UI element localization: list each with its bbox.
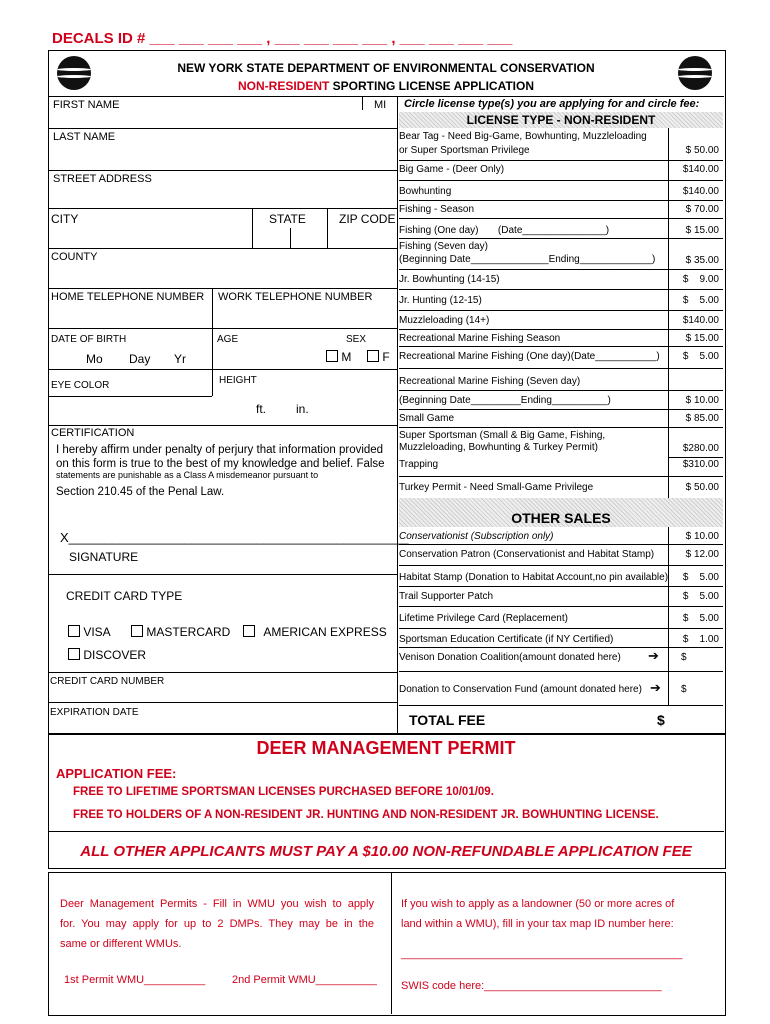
dmp-free-junior: FREE TO HOLDERS OF A NON-RESIDENT JR. HUNTING AND NON-RESIDENT JR. BOWHUNTING LICENSE. <box>73 809 659 821</box>
street-address-label: STREET ADDRESS <box>53 173 152 185</box>
license-row-muzzleloading[interactable]: Muzzleloading (14+) <box>399 315 490 326</box>
license-row-fishing-seven-day[interactable]: Fishing (Seven day) (Beginning Date______________Ending_____________) <box>399 241 656 265</box>
eye-color-label: EYE COLOR <box>51 380 110 391</box>
license-row-bear-tag[interactable]: Bear Tag - Need Big-Game, Bowhunting, Muzzleloading or Super Sportsman Privilege <box>399 131 647 156</box>
price-small-game[interactable]: $ 85.00 <box>685 413 719 424</box>
height-feet-label: ft. <box>256 402 267 416</box>
dob-year-label: Yr <box>174 352 186 366</box>
other-row-lifetime-card[interactable]: Lifetime Privilege Card (Replacement) <box>399 613 568 624</box>
dob-day-label: Day <box>129 352 151 366</box>
license-row-bowhunting[interactable]: Bowhunting <box>399 186 452 197</box>
price-venison-donation[interactable]: $ <box>681 652 687 663</box>
price-marine-seven-day[interactable]: $ 10.00 <box>685 395 719 406</box>
other-row-conservation-patron[interactable]: Conservation Patron (Conservationist and Habitat Stamp) <box>399 549 655 560</box>
sex-male-option[interactable]: M <box>326 350 351 364</box>
price-trapping[interactable]: $310.00 <box>682 459 719 470</box>
signature-line[interactable]: X_______________________________________________ <box>60 530 409 545</box>
price-sportsman-education[interactable]: $ 1.00 <box>682 634 719 645</box>
other-sales-header: OTHER SALES <box>511 510 611 526</box>
price-fishing-seven-day[interactable]: $ 35.00 <box>685 255 719 266</box>
dmp-landowner-instructions: If you wish to apply as a landowner (50 or more acres of land within a WMU), fill in your tax map ID number here: <box>401 898 675 930</box>
other-row-venison-donation[interactable]: Venison Donation Coalition(amount donated here) <box>399 652 621 663</box>
certification-line-3: statements are punishable as a Class A misdemeanor pursuant to <box>56 470 319 480</box>
visa-checkbox[interactable] <box>68 625 80 637</box>
price-big-game[interactable]: $140.00 <box>682 164 719 175</box>
certification-line-1: I hereby affirm under penalty of perjury that information provided <box>56 444 384 456</box>
price-super-sportsman[interactable]: $280.00 <box>682 443 719 454</box>
dmp-title: DEER MANAGEMENT PERMIT <box>256 738 516 758</box>
department-title: NEW YORK STATE DEPARTMENT OF ENVIRONMENTAL CONSERVATION <box>177 61 595 75</box>
credit-card-number-label: CREDIT CARD NUMBER <box>50 676 165 687</box>
mastercard-checkbox[interactable] <box>131 625 143 637</box>
price-lifetime-card[interactable]: $ 5.00 <box>682 613 719 624</box>
signature-label: SIGNATURE <box>69 550 139 564</box>
county-label: COUNTY <box>51 251 98 263</box>
license-row-trapping[interactable]: Trapping <box>399 459 439 470</box>
license-row-marine-one-day[interactable]: Recreational Marine Fishing (One day)(Date___________) <box>399 351 660 362</box>
price-marine-one-day[interactable]: $ 5.00 <box>682 351 719 362</box>
swis-code-field[interactable]: SWIS code here:_____________________________ <box>401 980 662 992</box>
sex-female-option[interactable]: F <box>367 350 390 364</box>
license-row-fishing-one-day[interactable]: Fishing (One day) (Date_______________) <box>399 225 610 236</box>
price-conservation-fund[interactable]: $ <box>681 684 687 695</box>
mi-label: MI <box>374 99 387 111</box>
dob-month-label: Mo <box>86 352 103 366</box>
other-row-sportsman-education[interactable]: Sportsman Education Certificate (if NY Certified) <box>399 634 614 645</box>
first-name-label: FIRST NAME <box>53 99 120 111</box>
total-fee-label: TOTAL FEE <box>409 712 486 728</box>
last-name-label: LAST NAME <box>53 131 116 143</box>
male-checkbox[interactable] <box>326 350 338 362</box>
license-row-super-sportsman[interactable]: Super Sportsman (Small & Big Game, Fishing, Muzzleloading, Bowhunting & Turkey Permit) <box>399 430 606 453</box>
license-row-jr-bowhunting[interactable]: Jr. Bowhunting (14-15) <box>399 274 500 285</box>
license-row-fishing-season[interactable]: Fishing - Season <box>399 204 475 215</box>
dmp-wmu-instructions: Deer Management Permits - Fill in WMU you wish to apply for. You may apply for up to 2 DMPs. They may be in the same or different WMUs. <box>60 898 374 950</box>
application-title: NON-RESIDENT SPORTING LICENSE APPLICATION <box>237 79 535 93</box>
license-instructions: Circle license type(s) you are applying for and circle fee: <box>404 98 700 110</box>
price-fishing-season[interactable]: $ 70.00 <box>685 204 719 215</box>
other-row-conservationist[interactable]: Conservationist (Subscription only) <box>399 531 554 542</box>
second-permit-wmu[interactable]: 2nd Permit WMU__________ <box>232 974 377 986</box>
price-marine-season[interactable]: $ 15.00 <box>685 333 719 344</box>
other-sales-header-bar <box>399 498 723 527</box>
discover-option[interactable]: DISCOVER <box>68 648 146 662</box>
dmp-application-fee: APPLICATION FEE: <box>56 766 177 781</box>
price-jr-bowhunting[interactable]: $ 9.00 <box>682 274 719 285</box>
state-label: STATE <box>269 212 306 226</box>
price-fishing-one-day[interactable]: $ 15.00 <box>685 225 719 236</box>
first-permit-wmu[interactable]: 1st Permit WMU__________ <box>64 974 206 986</box>
female-checkbox[interactable] <box>367 350 379 362</box>
discover-checkbox[interactable] <box>68 648 80 660</box>
work-telephone-label: WORK TELEPHONE NUMBER <box>218 291 373 303</box>
price-muzzleloading[interactable]: $140.00 <box>682 315 719 326</box>
date-of-birth-label: DATE OF BIRTH <box>51 334 127 345</box>
arrow-right-icon: ➔ <box>648 648 659 663</box>
license-type-header-bar <box>399 112 723 128</box>
price-jr-hunting[interactable]: $ 5.00 <box>682 295 719 306</box>
certification-title: CERTIFICATION <box>51 427 135 439</box>
other-row-habitat-stamp[interactable]: Habitat Stamp (Donation to Habitat Account,no pin available) <box>399 572 669 583</box>
license-row-big-game[interactable]: Big Game - (Deer Only) <box>399 164 505 175</box>
credit-card-type-label: CREDIT CARD TYPE <box>66 589 183 603</box>
decals-id[interactable]: DECALS ID # ___ ___ ___ ___ , ___ ___ ___ ___ , ___ ___ ___ ___ <box>52 30 513 47</box>
price-bear-tag[interactable]: $ 50.00 <box>685 145 719 156</box>
other-row-trail-supporter[interactable]: Trail Supporter Patch <box>399 591 494 602</box>
license-type-header: LICENSE TYPE - NON-RESIDENT <box>466 113 656 127</box>
amex-checkbox[interactable] <box>243 625 255 637</box>
other-row-conservation-fund[interactable]: Donation to Conservation Fund (amount donated here) <box>399 684 642 695</box>
price-turkey-permit[interactable]: $ 50.00 <box>685 482 719 493</box>
city-label: CITY <box>51 212 79 226</box>
license-row-jr-hunting[interactable]: Jr. Hunting (12-15) <box>399 295 482 306</box>
tax-map-id-line[interactable]: ______________________________________________ <box>401 948 683 960</box>
license-row-marine-seven-day[interactable]: Recreational Marine Fishing (Seven day) <box>399 376 581 387</box>
price-trail-supporter[interactable]: $ 5.00 <box>682 591 719 602</box>
arrow-right-icon: ➔ <box>650 680 661 695</box>
license-row-turkey-permit[interactable]: Turkey Permit - Need Small-Game Privilege <box>399 482 594 493</box>
mastercard-option[interactable]: MASTERCARD <box>131 625 230 639</box>
certification-line-4: Section 210.45 of the Penal Law. <box>56 486 225 498</box>
price-conservation-patron[interactable]: $ 12.00 <box>685 549 719 560</box>
height-label: HEIGHT <box>219 375 257 386</box>
price-habitat-stamp[interactable]: $ 5.00 <box>682 572 719 583</box>
price-conservationist[interactable]: $ 10.00 <box>685 531 719 542</box>
license-row-small-game[interactable]: Small Game <box>399 413 455 424</box>
license-row-marine-seven-day-dates[interactable]: (Beginning Date_________Ending__________) <box>399 395 611 406</box>
zip-code-label: ZIP CODE <box>339 212 396 226</box>
license-row-marine-season[interactable]: Recreational Marine Fishing Season <box>399 333 561 344</box>
age-label: AGE <box>217 334 239 345</box>
dmp-all-other-fee: ALL OTHER APPLICANTS MUST PAY A $10.00 NON-REFUNDABLE APPLICATION FEE <box>80 843 692 860</box>
american-express-option[interactable]: AMERICAN EXPRESS <box>243 625 387 639</box>
dmp-free-lifetime: FREE TO LIFETIME SPORTSMAN LICENSES PURCHASED BEFORE 10/01/09. <box>73 786 494 798</box>
visa-option[interactable]: VISA <box>68 625 111 639</box>
height-inches-label: in. <box>296 402 309 416</box>
certification-line-2: on this form is true to the best of my knowledge and belief. False <box>56 458 385 470</box>
price-bowhunting[interactable]: $140.00 <box>682 186 719 197</box>
expiration-date-label: EXPIRATION DATE <box>50 707 139 718</box>
home-telephone-label: HOME TELEPHONE NUMBER <box>51 291 205 303</box>
sex-label: SEX <box>346 334 367 345</box>
total-fee-dollar[interactable]: $ <box>657 712 665 728</box>
